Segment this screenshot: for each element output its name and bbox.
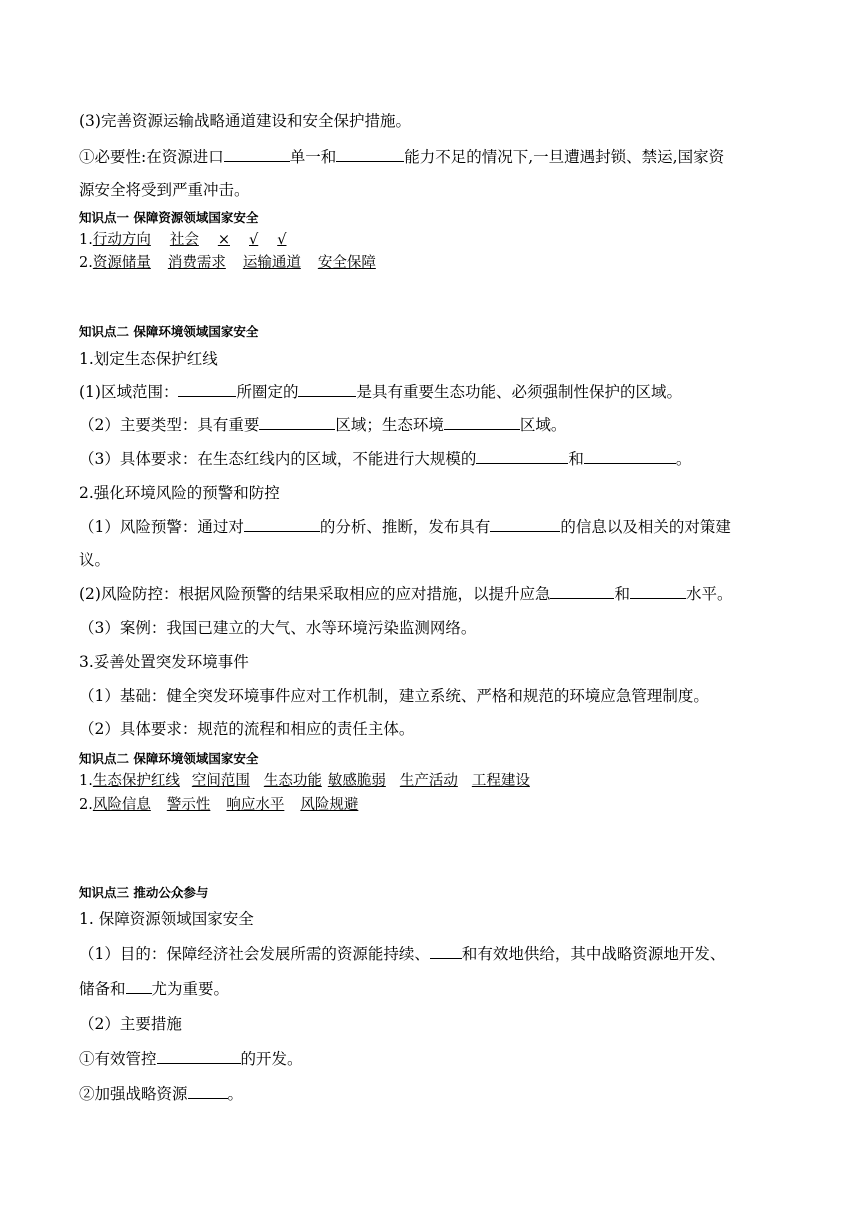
section2-p2-2 — [79, 584, 733, 604]
section3-heading: 知识点三 推动公众参与 — [79, 885, 209, 900]
answer-item: 风险信息 — [92, 797, 151, 813]
necessity-line-2 — [79, 180, 250, 200]
answer-item: 生态功能 — [263, 773, 322, 789]
blank[interactable] — [298, 382, 356, 397]
blank[interactable] — [259, 415, 335, 430]
answer-item: 生态保护红线 — [92, 773, 180, 789]
text-segment: 的分析、推断，发布具有 — [319, 518, 491, 536]
blank[interactable] — [336, 147, 404, 162]
section3-p1-2: （2）主要措施 — [79, 1015, 182, 1033]
blank[interactable] — [476, 449, 568, 464]
answer-item: √ — [249, 232, 259, 248]
answers1-row2 — [79, 253, 376, 273]
answer-item: 安全保障 — [317, 255, 376, 271]
text-segment: (2)风险防控：根据风险预警的结果采取相应的应对措施，以提升应急 — [79, 585, 551, 603]
text-segment: 的信息以及相关的对策建 — [560, 518, 731, 536]
text-segment: 区域。 — [519, 416, 567, 434]
text-segment: 。 — [675, 450, 692, 468]
blank[interactable] — [244, 517, 320, 532]
text-segment: 和有效地供给，其中战略资源地开发、 — [461, 945, 726, 963]
section3-m2 — [79, 1084, 243, 1104]
blank[interactable] — [490, 517, 560, 532]
answers1-heading: 知识点一 保障资源领域国家安全 — [79, 210, 259, 225]
section2-p3-2: （2）具体要求：规范的流程和相应的责任主体。 — [79, 720, 415, 738]
answers2-row2 — [79, 795, 358, 815]
answer-item: 生产活动 — [399, 773, 458, 789]
text-segment: (1)区域范围： — [79, 383, 179, 401]
necessity-prefix: ①必要性:在资源进口 — [79, 148, 224, 166]
text-segment: 的开发。 — [240, 1050, 303, 1068]
answers2-heading: 知识点二 保障环境领域国家安全 — [79, 751, 259, 766]
text-segment: 和 — [614, 585, 630, 603]
answer-item: × — [217, 232, 230, 248]
blank[interactable] — [584, 449, 676, 464]
answer-item: 运输通道 — [242, 255, 301, 271]
item-3-line — [79, 111, 411, 131]
blank[interactable] — [126, 979, 152, 994]
blank[interactable] — [157, 1049, 241, 1064]
section3-m1 — [79, 1049, 303, 1069]
section2-p1-2 — [79, 415, 566, 435]
row-number: 2. — [79, 797, 93, 813]
section2-p2-1 — [79, 517, 731, 537]
blank[interactable] — [630, 584, 686, 599]
necessity-mid: 单一和 — [289, 148, 337, 166]
text-segment: 储备和 — [79, 980, 126, 998]
answer-item: 响应水平 — [226, 797, 285, 813]
blank[interactable] — [188, 1084, 228, 1099]
answer-item: √ — [277, 232, 287, 248]
text-segment: （1）目的：保障经济社会发展所需的资源能持续、 — [79, 945, 430, 963]
text-segment: （2）主要类型：具有重要 — [79, 416, 260, 434]
necessity-line — [79, 147, 724, 167]
row-number: 1. — [79, 232, 93, 248]
section3-p1-1 — [79, 944, 725, 964]
necessity-line2-text: 源安全将受到严重冲击。 — [79, 181, 250, 199]
blank[interactable] — [224, 147, 290, 162]
text-segment: （3）具体要求：在生态红线内的区域，不能进行大规模的 — [79, 450, 477, 468]
text-segment: 是具有重要生态功能、必须强制性保护的区域。 — [356, 383, 682, 401]
text-segment: 。 — [227, 1085, 244, 1103]
answer-item: 消费需求 — [167, 255, 226, 271]
answer-item: 行动方向 — [92, 232, 151, 248]
text-segment: ②加强战略资源 — [79, 1085, 188, 1103]
text-segment: 所圈定的 — [236, 383, 299, 401]
answer-item: 敏感脆弱 — [327, 773, 386, 789]
section2-p3-1: （1）基础：健全突发环境事件应对工作机制，建立系统、严格和规范的环境应急管理制度。 — [79, 687, 709, 705]
answer-item: 资源储量 — [92, 255, 151, 271]
section2-p2-3: （3）案例：我国已建立的大气、水等环境污染监测网络。 — [79, 619, 477, 637]
row-number: 2. — [79, 255, 93, 271]
section3-p1-1-cont — [79, 979, 229, 999]
section3-p1-title: 1. 保障资源领域国家安全 — [79, 910, 254, 928]
necessity-suffix: 能力不足的情况下,一旦遭遇封锁、禁运,国家资 — [404, 148, 725, 166]
text-segment: ①有效管控 — [79, 1050, 157, 1068]
section2-p2-1-cont: 议。 — [79, 551, 111, 569]
section2-p3-title: 3.妥善处置突发环境事件 — [79, 653, 249, 671]
answers1-row1 — [79, 230, 287, 250]
text-segment: 水平。 — [685, 585, 733, 603]
section2-p1-1 — [79, 382, 682, 402]
answer-item: 工程建设 — [471, 773, 530, 789]
answer-item: 警示性 — [166, 797, 211, 813]
section2-p1-title: 1.划定生态保护红线 — [79, 350, 218, 368]
blank[interactable] — [430, 944, 462, 959]
answers2-row1 — [79, 771, 530, 791]
text-segment: 区域；生态环境 — [335, 416, 444, 434]
blank[interactable] — [444, 415, 520, 430]
text-segment: （1）风险预警：通过对 — [79, 518, 244, 536]
answer-item: 风险规避 — [300, 797, 359, 813]
blank[interactable] — [550, 584, 614, 599]
blank[interactable] — [178, 382, 236, 397]
text-segment: 和 — [568, 450, 584, 468]
row-number: 1. — [79, 773, 93, 789]
section2-heading: 知识点二 保障环境领域国家安全 — [79, 324, 259, 339]
answer-item: 社会 — [169, 232, 199, 248]
text-segment: 尤为重要。 — [151, 980, 230, 998]
item-3-text: (3)完善资源运输战略通道建设和安全保护措施。 — [79, 112, 411, 130]
section2-p2-title: 2.强化环境风险的预警和防控 — [79, 484, 280, 502]
answer-item: 空间范围 — [191, 773, 250, 789]
section2-p1-3 — [79, 449, 691, 469]
